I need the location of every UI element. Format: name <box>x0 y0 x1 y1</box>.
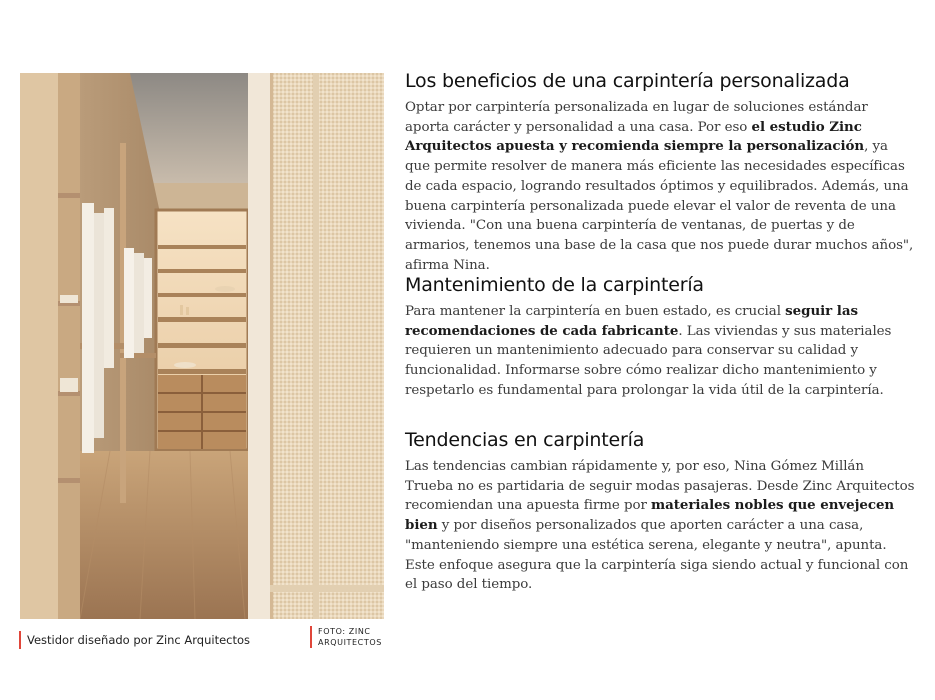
section-paragraph: Las tendencias cambian rápidamente y, por eso, Nina Gómez Millán Trueba no es partidaria de seguir modas pasajeras. Desde Zinc Arquitectos recomiendan una apuesta firme por materiales nobles que envejecen bien y por diseños personalizados que aporten carácter a una casa, "manteniendo siempre una estética serena, elegante y neutra", apunta. Este enfoque asegura que la carpintería siga siendo actual y funcional con el paso del tiempo. <box>405 459 915 593</box>
section-paragraph: Optar por carpintería personalizada en lugar de soluciones estándar aporta carácter y personalidad a una casa. Por eso el estudio Zinc Arquitectos apuesta y recomienda siempre la personalización, ya que permite resolver de manera más eficiente las necesidades específicas de cada espacio, logrando resultados óptimos y equilibrados. Además, una buena carpintería personalizada puede elevar el valor de reventa de una vivienda. "Con una buena carpintería de ventanas, de puertas y de armarios, tenemos una base de la casa que nos puede durar muchos años", afirma Nina. <box>405 100 914 273</box>
section-trends <box>405 427 915 595</box>
section-title: Mantenimiento de la carpintería <box>405 274 704 296</box>
section-maintenance <box>405 272 915 401</box>
photo-credit <box>310 626 388 648</box>
section-title: Tendencias en carpintería <box>405 429 645 451</box>
closet-illustration <box>20 73 384 619</box>
photo-credit-line1: FOTO: ZINC <box>318 627 371 636</box>
emphasis-text: seguir las recomendaciones de cada fabricante <box>405 303 858 339</box>
emphasis-text: el estudio Zinc Arquitectos apuesta y recomienda siempre la personalización <box>405 118 865 155</box>
section-benefits <box>405 68 915 275</box>
section-title: Los beneficios de una carpintería personalizada <box>405 70 850 92</box>
photo-credit-line2: ARQUITECTOS <box>318 638 382 647</box>
emphasis-text: materiales nobles que envejecen bien <box>405 497 895 534</box>
photo-caption: Vestidor diseñado por Zinc Arquitectos <box>19 631 250 649</box>
section-paragraph: Para mantener la carpintería en buen estado, es crucial seguir las recomendaciones de cada fabricante. Las viviendas y sus materiales requieren un mantenimiento adecuado para conservar su calidad y funcionalidad. Informarse sobre cómo realizar dicho mantenimiento y respetarlo es fundamental para prolongar la vida útil de la carpintería. <box>405 303 892 398</box>
walk-in-closet-photo <box>20 73 384 619</box>
